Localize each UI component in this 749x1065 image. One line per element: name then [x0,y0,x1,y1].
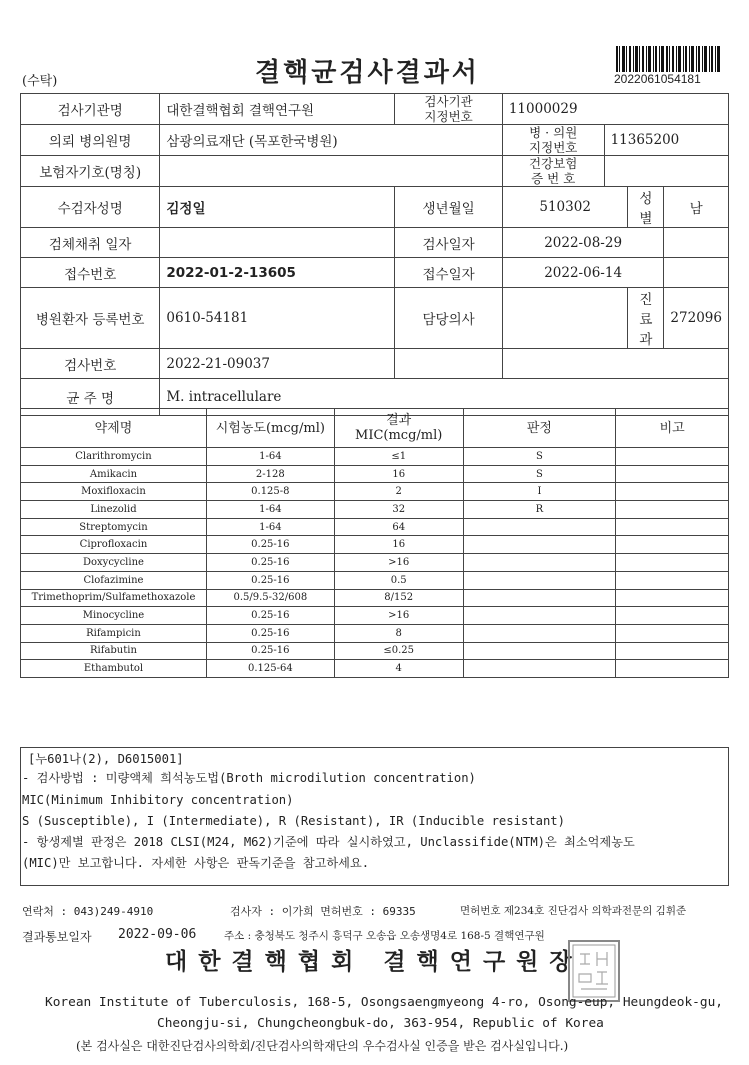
drug-name-cell: Amikacin [21,465,207,483]
official-seal-stamp [568,940,620,1002]
mic-cell: ≤0.25 [334,642,463,660]
drug-row [21,483,729,501]
drug-name-cell: Ethambutol [21,660,207,678]
report-date-value: 2022-09-06 [118,927,197,942]
drug-susceptibility-table [20,408,729,678]
drug-name-cell: Ciprofloxacin [21,536,207,554]
remark-cell [616,465,729,483]
judgement-cell [463,554,616,572]
institution-value: 대한결핵협회 결핵연구원 [160,94,395,125]
hospital-number-label: 병 · 의원 지정번호 [502,125,604,156]
department-value: 272096 [664,288,729,349]
health-insurance-value [604,156,728,187]
header-remark: 비고 [616,409,729,448]
drug-name-cell: Doxycycline [21,554,207,572]
notes-line: [누601나(2), D6015001] [28,752,184,766]
remark-cell [616,589,729,607]
document-title: 결핵균검사결과서 [255,58,480,88]
receipt-number-label: 접수번호 [21,258,160,288]
mic-cell: 8 [334,624,463,642]
drug-row [21,554,729,572]
organism-value: M. intracellulare [160,379,729,416]
remark-cell [616,501,729,519]
health-insurance-label: 건강보험 증 번 호 [502,156,604,187]
patient-name-label: 수검자성명 [21,187,160,228]
concentration-cell: 2-128 [206,465,334,483]
receipt-number-value: 2022-01-2-13605 [160,258,395,288]
header-judgement: 판정 [463,409,616,448]
drug-row [21,589,729,607]
receipt-date-value: 2022-06-14 [502,258,664,288]
drug-row [21,660,729,678]
judgement-cell [463,642,616,660]
concentration-cell: 1-64 [206,501,334,519]
remark-cell [616,536,729,554]
concentration-cell: 0.125-64 [206,660,334,678]
concentration-cell: 0.25-16 [206,607,334,625]
drug-name-cell: Linezolid [21,501,207,519]
mic-cell: 2 [334,483,463,501]
english-address-line-1: Korean Institute of Tuberculosis, 168-5, Osongsaengmyeong 4-ro, Osong-eup, Heungdeok-gu, [45,995,723,1010]
institute-name: 대한결핵협회 결핵연구원장 [165,948,583,975]
header-drug: 약제명 [21,409,207,448]
doctor-label: 담당의사 [395,288,503,349]
collection-date-label: 검체채취 일자 [21,228,160,258]
drug-name-cell: Clofazimine [21,571,207,589]
remark-cell [616,642,729,660]
concentration-cell: 0.25-16 [206,536,334,554]
birth-date-value: 510302 [502,187,628,228]
mic-cell: 16 [334,536,463,554]
barcode-number: 2022061054181 [614,72,701,86]
drug-row [21,518,729,536]
requesting-hospital-label: 의뢰 병의원명 [21,125,160,156]
remark-cell [616,607,729,625]
specimen-info-table [20,93,729,416]
remark-cell [616,448,729,466]
sex-value: 남 [664,187,729,228]
judgement-cell [463,518,616,536]
concentration-cell: 0.5/9.5-32/608 [206,589,334,607]
receipt-date-label: 접수일자 [395,258,503,288]
department-label: 진료과 [628,288,664,349]
contact-phone: 연락처 : 043)249-4910 [22,905,154,918]
hospital-patient-number-value: 0610-54181 [160,288,395,349]
judgement-cell: S [463,465,616,483]
specialist-info: 면허번호 제234호 진단검사 의학과전문의 김휘준 [460,905,687,917]
test-date-value: 2022-08-29 [502,228,664,258]
test-number-value: 2022-21-09037 [160,349,395,379]
drug-row [21,501,729,519]
notes-line: (MIC)만 보고합니다. 자세한 사항은 판독기준을 참고하세요. [22,856,370,870]
mic-cell: >16 [334,554,463,572]
judgement-cell [463,589,616,607]
concentration-cell: 0.25-16 [206,624,334,642]
judgement-cell: S [463,448,616,466]
institution-number-value: 11000029 [502,94,728,125]
drug-row [21,465,729,483]
judgement-cell: R [463,501,616,519]
drug-row [21,624,729,642]
doctor-value [502,288,628,349]
insurer-label: 보험자기호(명칭) [21,156,160,187]
mic-cell: >16 [334,607,463,625]
remark-cell [616,483,729,501]
drug-name-cell: Streptomycin [21,518,207,536]
patient-name-value: 김정일 [160,187,395,228]
notes-line: S (Susceptible), I (Intermediate), R (Resistant), IR (Inducible resistant) [22,814,565,828]
remark-cell [616,518,729,536]
drug-row [21,536,729,554]
certification-note: (본 검사실은 대한진단검사의학회/진단검사의학재단의 우수검사실 인증을 받은 검사실입니다.) [76,1039,569,1053]
remark-cell [616,554,729,572]
hospital-number-value: 11365200 [604,125,728,156]
concentration-cell: 0.125-8 [206,483,334,501]
mic-cell: 64 [334,518,463,536]
drug-row [21,448,729,466]
drug-name-cell: Rifabutin [21,642,207,660]
hospital-patient-number-label: 병원환자 등록번호 [21,288,160,349]
notes-line: - 검사방법 : 미량액체 희석농도법(Broth microdilution concentration) [22,771,476,785]
drug-row [21,571,729,589]
concentration-cell: 1-64 [206,518,334,536]
institution-label: 검사기관명 [21,94,160,125]
concentration-cell: 0.25-16 [206,571,334,589]
test-date-label: 검사일자 [395,228,503,258]
concentration-cell: 1-64 [206,448,334,466]
mic-cell: ≤1 [334,448,463,466]
mic-cell: 4 [334,660,463,678]
sex-label: 성별 [628,187,664,228]
header-concentration: 시험농도(mcg/ml) [206,409,334,448]
insurer-value [160,156,502,187]
copy-type-label: (수탁) [22,74,58,89]
drug-name-cell: Moxifloxacin [21,483,207,501]
organism-label: 균 주 명 [21,379,160,416]
test-number-label: 검사번호 [21,349,160,379]
judgement-cell [463,536,616,554]
notes-line: - 항생제별 판정은 2018 CLSI(M24, M62)기준에 따라 실시하였고, Unclassifide(NTM)은 최소억제농도 [22,835,635,849]
judgement-cell [463,607,616,625]
notes-line: MIC(Minimum Inhibitory concentration) [22,793,294,807]
drug-row [21,642,729,660]
mic-cell: 0.5 [334,571,463,589]
mic-cell: 16 [334,465,463,483]
drug-row [21,607,729,625]
requesting-hospital-value: 삼광의료재단 (목포한국병원) [160,125,502,156]
mic-cell: 32 [334,501,463,519]
judgement-cell [463,660,616,678]
barcode-image [616,46,720,72]
mic-cell: 8/152 [334,589,463,607]
concentration-cell: 0.25-16 [206,554,334,572]
method-notes-box [20,747,729,886]
birth-date-label: 생년월일 [395,187,503,228]
remark-cell [616,571,729,589]
english-address-line-2: Cheongju-si, Chungcheongbuk-do, 363-954, Republic of Korea [157,1016,604,1031]
judgement-cell [463,624,616,642]
concentration-cell: 0.25-16 [206,642,334,660]
tester-info: 검사자 : 이가희 면허번호 : 69335 [230,905,416,918]
drug-name-cell: Trimethoprim/Sulfamethoxazole [21,589,207,607]
judgement-cell [463,571,616,589]
collection-date-value [160,228,395,258]
remark-cell [616,660,729,678]
drug-name-cell: Minocycline [21,607,207,625]
remark-cell [616,624,729,642]
report-date-label: 결과통보일자 [22,930,92,944]
institution-number-label: 검사기관 지정번호 [395,94,503,125]
drug-name-cell: Clarithromycin [21,448,207,466]
drug-name-cell: Rifampicin [21,624,207,642]
judgement-cell: I [463,483,616,501]
header-result: 결과 MIC(mcg/ml) [334,409,463,448]
korean-address: 주소 : 충청북도 청주시 흥덕구 오송읍 오송생명4로 168-5 결핵연구원 [224,930,545,942]
